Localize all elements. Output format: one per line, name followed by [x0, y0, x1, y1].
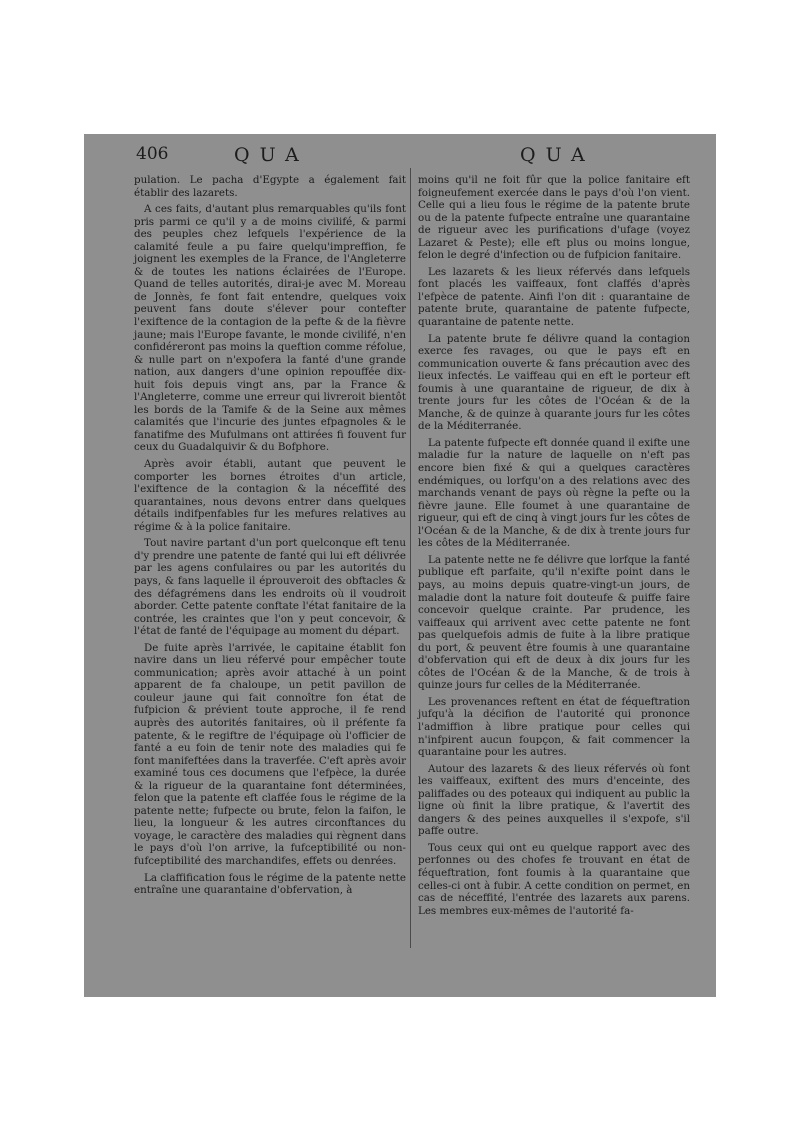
paragraph: Tout navire partant d'un port quelconque eft tenu d'y prendre une patente de fanté qui lui eft délivrée par les agens confulaires ou par les autorités du pays, & fans laquelle il éprouveroit des obftacles & des défagrémens dans les endroits où il voudroit aborder. Cette patente conftate l'état fanitaire de la contrée, les craintes que l'on y peut concevoir, & l'état de fanté de l'équipage au moment du départ. — [134, 537, 406, 638]
paragraph: Tous ceux qui ont eu quelque rapport avec des perfonnes ou des chofes fe trouvant en état de féqueftration, font foumis à la quarantaine que celles-ci ont à fubir. A cette condition on permet, en cas de néceffité, l'entrée des lazarets aux parens. Les membres eux-mêmes de l'autorité fa- — [418, 841, 690, 917]
left-column — [134, 174, 406, 901]
page-number: 406 — [136, 144, 169, 164]
running-head-right: QUA — [520, 144, 595, 166]
paragraph: pulation. Le pacha d'Egypte a également fait établir des lazarets. — [134, 174, 406, 199]
paragraph: La patente nette ne fe délivre que lorfque la fanté publique eft parfaite, qu'il n'exifte point dans le pays, au moins depuis quatre-vingt-un jours, de maladie dont la nature foit douteufe & puiffe faire concevoir quelque crainte. Par prudence, les vaiffeaux qui arrivent avec cette patente ne font pas quelquefois admis de fuite à la libre pratique du port, & peuvent être foumis à une quarantaine d'obfervation qui eft de deux à dix jours fur les côtes de l'Océan & de la Manche, & de trois à quinze jours fur celles de la Méditerranée. — [418, 553, 690, 692]
paragraph: La patente fufpecte eft donnée quand il exifte une maladie fur la nature de laquelle on n'eft pas encore bien fixé & qui a quelques caractères endémiques, ou lorfqu'on a des relations avec des marchands venant de pays où règne la pefte ou la fièvre jaune. Elle foumet à une quarantaine de rigueur, qui eft de cinq à vingt jours fur les côtes de l'Océan & de la Manche, & de dix à trente jours fur les côtes de la Méditerranée. — [418, 436, 690, 550]
paragraph: De fuite après l'arrivée, le capitaine établit fon navire dans un lieu réfervé pour empêcher toute communication; après avoir attaché à un point apparent de fa chaloupe, un petit pavillon de couleur jaune qui fait connoître fon état de fufpicion & prévient toute approche, il fe rend auprès des autorités fanitaires, où il préfente fa patente, & le regiftre de l'équipage où l'officier de fanté a eu foin de tenir note des maladies qui fe font manifeftées dans la traverfée. C'eft après avoir examiné tous ces documens que l'efpèce, la durée & la rigueur de la quarantaine font déterminées, felon que la patente eft claffée fous le régime de la patente nette; fufpecte ou brute, felon la faifon, le lieu, la longueur & les autres circonftances du voyage, le caractère des maladies qui règnent dans le pays d'où l'on arrive, la fufceptibilité ou non-fufceptibilité des marchandifes, effets ou denrées. — [134, 641, 406, 867]
paragraph: La claffification fous le régime de la patente nette entraîne une quarantaine d'obfervation, à — [134, 871, 406, 897]
column-divider — [410, 168, 411, 948]
scanned-page — [84, 134, 716, 997]
paragraph: Après avoir établi, autant que peuvent le comporter les bornes étroites d'un article, l'exiftence de la contagion & la néceffité des quarantaines, nous devons entrer dans quelques détails indifpenfables fur les mefures relatives au régime & à la police fanitaire. — [134, 458, 406, 533]
paragraph: A ces faits, d'autant plus remarquables qu'ils font pris parmi ce qu'il y a de moins civilifé, & parmi des peuples chez lefquels l'expérience de la calamité feule a pu faire quelqu'impreffion, fe joignent les exemples de la France, de l'Angleterre & de toutes les nations éclairées de l'Europe. Quand de telles autorités, dirai-je avec M. Moreau de Jonnès, fe font fait entendre, quelques voix peuvent fans doute s'élever pour contefter l'exiftence de la contagion de la pefte & de la fièvre jaune; mais l'Europe favante, le monde civilifé, n'en confidéreront pas moins la queftion comme réfolue, & nulle part on n'expofera la fanté d'une grande nation, aux dangers d'une opinion repouffée dix-huit fois depuis vingt ans, par la France & l'Angleterre, comme une erreur qui livreroit bientôt les bords de la Tamife & de la Seine aux mêmes calamités que l'incurie des juntes efpagnoles & le fanatifme des Mufulmans ont attirées fi fouvent fur ceux du Guadalquivir & du Bofphore. — [134, 203, 406, 454]
paragraph: Autour des lazarets & des lieux réfervés où font les vaiffeaux, exiftent des murs d'enceinte, des paliffades ou des poteaux qui indiquent au public la ligne où finit la libre pratique, & l'avertit des dangers & des peines auxquelles il s'expofe, s'il paffe outre. — [418, 762, 690, 838]
paragraph: Les provenances reftent en état de féqueftration jufqu'à la décifion de l'autorité qui prononce l'admiffion à libre pratique pour celles qui n'infpirent aucun foupçon, & fait commencer la quarantaine pour les autres. — [418, 695, 690, 759]
paragraph: La patente brute fe délivre quand la contagion exerce fes ravages, ou que le pays eft en communication ouverte & fans précaution avec des lieux infectés. Le vaiffeau qui en eft le porteur eft foumis à une quarantaine de rigueur, de dix à trente jours fur les côtes de l'Océan & de la Manche, & de quinze à quarante jours fur les côtes de la Méditerranée. — [418, 332, 690, 433]
right-column — [418, 174, 690, 921]
paragraph: Les lazarets & les lieux réfervés dans lefquels font placés les vaiffeaux, font claffés d'après l'efpèce de patente. Ainfi l'on dit : quarantaine de patente brute, quarantaine de patente fufpecte, quarantaine de patente nette. — [418, 265, 690, 329]
running-head-left: QUA — [234, 144, 309, 166]
paragraph: moins qu'il ne foit fûr que la police fanitaire eft foigneufement exercée dans le pays d'où l'on vient. Celle qui a lieu fous le régime de la patente brute ou de la patente fufpecte entraîne une quarantaine de rigueur avec les purifications d'ufage (voyez Lazaret & Peste); elle eft plus ou moins longue, felon le degré d'infection ou de fufpicion fanitaire. — [418, 174, 690, 262]
